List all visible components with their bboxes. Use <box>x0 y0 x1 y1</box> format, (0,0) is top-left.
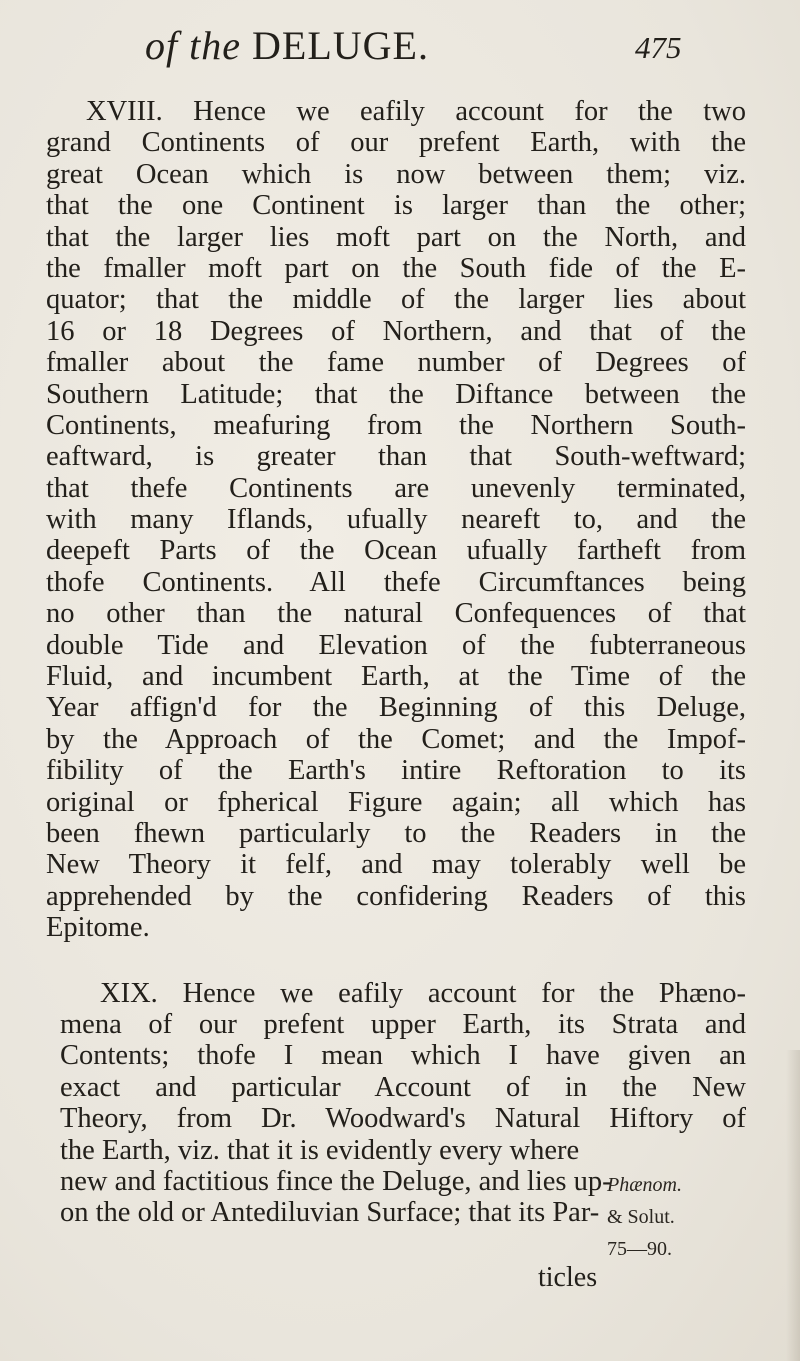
text-line: Year affign'd for the Beginning of this Deluge, <box>46 692 746 724</box>
body-text <box>46 96 746 1229</box>
text-line: New Theory it felf, and may tolerably well be <box>46 849 746 881</box>
running-title <box>145 22 429 69</box>
text-line: with many Iflands, ufually neareft to, and the <box>46 504 746 536</box>
page-header <box>0 18 800 78</box>
text-line: quator; that the middle of the larger lies about <box>46 284 746 316</box>
margin-note-phaenom: Phænom. <box>607 1174 682 1196</box>
text-line: mena of our prefent upper Earth, its Strata and <box>60 1008 746 1040</box>
text-line: that the larger lies moft part on the North, and <box>46 221 746 253</box>
text-line: deepeft Parts of the Ocean ufually fartheft from <box>46 535 746 567</box>
text-line: that thefe Continents are unevenly terminated, <box>46 472 746 504</box>
margin-note-pages: 75—90. <box>607 1238 672 1260</box>
text-line: XVIII. Hence we eafily account for the two <box>86 96 746 127</box>
text-line: great Ocean which is now between them; viz. <box>46 158 746 190</box>
text-line: XIX. Hence we eafily account for the Phæno- <box>100 977 746 1009</box>
text-line: Epitome. <box>46 912 150 944</box>
running-title-main: DELUGE. <box>252 23 429 68</box>
text-line: eaftward, is greater than that South-weftward; <box>46 441 746 473</box>
margin-note-solut: & Solut. <box>607 1206 675 1228</box>
paragraph-gap <box>46 944 746 978</box>
text-line: fibility of the Earth's intire Reftoration to its <box>46 755 746 787</box>
text-line: fmaller about the fame number of Degrees of <box>46 347 746 379</box>
text-line: no other than the natural Confequences of that <box>46 598 746 630</box>
page-number: 475 <box>635 30 682 65</box>
text-line: Fluid, and incumbent Earth, at the Time of the <box>46 661 746 693</box>
text-line: original or fpherical Figure again; all which has <box>46 786 746 818</box>
running-title-of: of <box>145 23 179 68</box>
text-line: by the Approach of the Comet; and the Impof- <box>46 723 746 755</box>
text-line: Continents, meafuring from the Northern South- <box>46 409 746 441</box>
text-line: Contents; thofe I mean which I have given an <box>60 1040 746 1072</box>
text-line: new and factitious fince the Deluge, and lies up- <box>60 1165 612 1197</box>
running-title-the: the <box>189 23 241 68</box>
text-line: thofe Continents. All thefe Circumftances being <box>46 566 746 598</box>
paragraph-xviii <box>46 96 746 944</box>
text-line: been fhewn particularly to the Readers in the <box>46 817 746 849</box>
text-line: Southern Latitude; that the Diftance between the <box>46 378 746 410</box>
text-line: 16 or 18 Degrees of Northern, and that of the <box>46 315 746 347</box>
page-edge-shadow <box>786 1050 800 1361</box>
text-line: that the one Continent is larger than the other; <box>46 190 746 222</box>
text-line: Theory, from Dr. Woodward's Natural Hiftory of <box>60 1103 746 1135</box>
text-line: double Tide and Elevation of the fubterraneous <box>46 629 746 661</box>
text-line: the Earth, viz. that it is evidently every where <box>60 1134 580 1166</box>
text-line: grand Continents of our prefent Earth, with the <box>46 127 746 159</box>
text-line: on the old or Antediluvian Surface; that its Par- <box>60 1197 600 1229</box>
text-line: exact and particular Account of in the New <box>60 1071 746 1103</box>
text-line: the fmaller moft part on the South fide of the E- <box>46 252 746 284</box>
catchword: ticles <box>538 1262 598 1293</box>
text-line: apprehended by the confidering Readers of this <box>46 880 746 912</box>
